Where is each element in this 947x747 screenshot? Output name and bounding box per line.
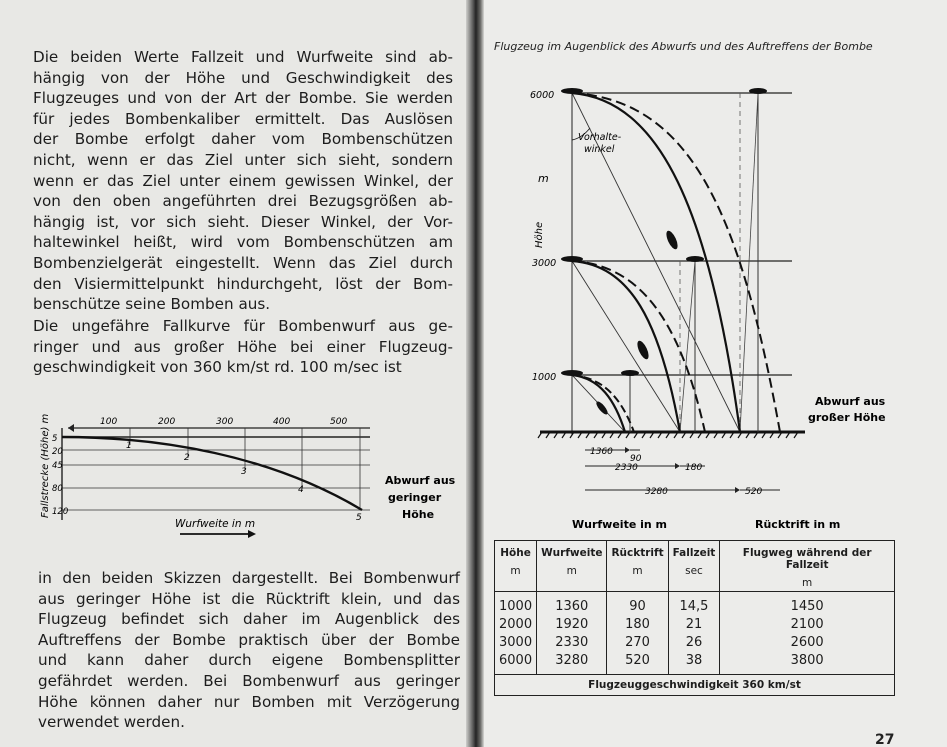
height-label-6000: 6000 — [530, 90, 555, 101]
table-cell: 26 — [668, 634, 720, 652]
left-scale-label: 5 — [52, 434, 58, 444]
caption-line-3: Höhe — [402, 508, 435, 521]
top-scale-label: 200 — [158, 417, 176, 427]
right-page — [480, 0, 947, 747]
para1-line: hängig ist, vor sich sieht. Dieser Winkel, der Vor- — [33, 212, 453, 231]
bomb-trajectory-figure — [530, 60, 910, 530]
para3-line: aus geringer Höhe ist die Rücktrift klein, und das — [38, 589, 460, 608]
para2-line: ringer und aus großer Höhe bei einer Flugzeug- — [33, 337, 453, 356]
table-cell: 21 — [668, 616, 720, 634]
top-scale-labels — [100, 417, 347, 427]
para1-line: wenn er das Ziel unter einem gewissen Winkel, der — [33, 171, 453, 190]
header-wurfweite: Wurfweite m — [537, 541, 607, 592]
para1-line: den Visiermittelpunkt hindurchgeht, löst der Bom- — [33, 274, 453, 293]
table-footer: Flugzeuggeschwindigkeit 360 km/st — [495, 675, 895, 696]
distance-90: 90 — [630, 454, 642, 464]
table-cell: 1920 — [537, 616, 607, 634]
header-ruecktrift: Rücktrift m — [607, 541, 668, 592]
para3-line: verwendet werden. — [38, 713, 185, 732]
table-cell: 180 — [607, 616, 668, 634]
curve-label: 1 — [126, 441, 132, 451]
left-scale-label: 80 — [52, 484, 63, 494]
table-cell: 1450 — [720, 592, 895, 617]
height-label-3000: 3000 — [532, 258, 557, 269]
distance-2330: 2330 — [615, 463, 638, 473]
distance-1360: 1360 — [590, 447, 613, 457]
table-row — [495, 634, 895, 652]
para1-line: haltewinkel heißt, wird vom Bombenschützen am — [33, 233, 453, 252]
para3-line: gefährdet werden. Bei Bombenwurf aus geringer — [38, 671, 460, 690]
book-gutter — [466, 0, 484, 747]
paragraph-fallzeit-wurfweite — [33, 47, 453, 315]
ruecktrift-label: Rücktrift in m — [755, 518, 841, 530]
left-page — [0, 0, 470, 747]
caption-line-1: Abwurf aus — [815, 395, 886, 408]
y-axis-label: Höhe — [534, 221, 545, 248]
table-cell: 2000 — [495, 616, 537, 634]
top-scale-label: 300 — [216, 417, 234, 427]
para3-line: Flugzeug befindet sich daher im Augenblick des — [38, 610, 460, 629]
table-cell: 3800 — [720, 652, 895, 675]
table-row — [495, 652, 895, 675]
caption-line-2: großer Höhe — [808, 411, 886, 424]
left-scale-labels — [52, 434, 68, 517]
caption-line-2: geringer — [388, 491, 442, 504]
angle-label-2: winkel — [584, 144, 615, 155]
table-cell: 2600 — [720, 634, 895, 652]
caption-line-1: Abwurf aus — [385, 474, 456, 487]
table-cell: 3000 — [495, 634, 537, 652]
table-cell: 520 — [607, 652, 668, 675]
para1-line: Bombenzielgerät eingestellt. Wenn das Ziel durch — [33, 253, 453, 272]
para1-line: Die beiden Werte Fallzeit und Wurfweite sind ab- — [33, 48, 453, 66]
header-fallzeit: Fallzeit sec — [668, 541, 720, 592]
para1-line: Flugzeuges und von der Art der Bombe. Sie werden — [33, 89, 453, 108]
table-cell: 2100 — [720, 616, 895, 634]
table-cell: 38 — [668, 652, 720, 675]
angle-label-1: Vorhalte- — [578, 132, 622, 143]
para1-line: von den oben angeführten drei Bezugsgrößen ab- — [33, 192, 453, 211]
table-row — [495, 592, 895, 617]
table-cell: 90 — [607, 592, 668, 617]
table-cell: 14,5 — [668, 592, 720, 617]
para1-line: nicht, wenn er das Ziel unter sich sieht, sondern — [33, 150, 453, 169]
distance-180: 180 — [685, 463, 703, 473]
para3-line: Höhe können daher nur Bomben mit Verzögerung — [38, 692, 460, 711]
left-scale-label: 45 — [52, 461, 63, 471]
paragraph-fallkurve — [33, 316, 453, 378]
para2-line: Die ungefähre Fallkurve für Bombenwurf aus ge- — [33, 317, 453, 335]
para3-line: in den beiden Skizzen dargestellt. Bei Bombenwurf — [38, 569, 460, 587]
para2-line: geschwindigkeit von 360 km/st rd. 100 m/sec ist — [33, 358, 402, 377]
top-scale-label: 400 — [273, 417, 291, 427]
table-cell: 1000 — [495, 592, 537, 617]
para1-line: für jedes Bombenkaliber ermittelt. Das Auslösen — [33, 109, 453, 128]
curve-label: 3 — [241, 467, 247, 477]
para1-line: benschütze seine Bomben aus. — [33, 295, 271, 314]
y-axis-unit: m — [538, 172, 549, 185]
table-cell: 2330 — [537, 634, 607, 652]
left-scale-label: 20 — [52, 447, 63, 457]
height-label-1000: 1000 — [532, 372, 557, 383]
curve-label: 5 — [356, 513, 362, 523]
x-axis-label: Wurfweite in m — [175, 518, 256, 530]
distance-520: 520 — [745, 487, 763, 497]
left-scale-label: 120 — [52, 507, 69, 517]
figure-title: Flugzeug im Augenblick des Abwurfs und des Auftreffens der Bombe — [494, 40, 873, 53]
para3-line: und kann daher durch eigene Bombensplitter — [38, 651, 460, 670]
curve-point-labels — [126, 441, 362, 523]
drop-data-table — [494, 540, 895, 696]
table-cell: 1360 — [537, 592, 607, 617]
para1-line: der Bombe erfolgt daher vom Bombenschützen — [33, 130, 453, 149]
header-hoehe: Höhe m — [495, 541, 537, 592]
top-scale-label: 100 — [100, 417, 118, 427]
para3-line: Auftreffens der Bombe praktisch über der Bombe — [38, 630, 460, 649]
page-number: 27 — [875, 732, 895, 747]
table-cell: 3280 — [537, 652, 607, 675]
wurfweite-label: Wurfweite in m — [572, 518, 668, 530]
table-row — [495, 616, 895, 634]
top-scale-label: 500 — [330, 417, 348, 427]
paragraph-ruecktrift — [38, 568, 460, 733]
y-axis-label: Fallstrecke (Höhe) m — [40, 413, 51, 518]
table-cell: 270 — [607, 634, 668, 652]
table-cell: 6000 — [495, 652, 537, 675]
header-flugweg: Flugweg während der Fallzeit m — [720, 541, 895, 592]
curve-label: 4 — [298, 485, 304, 495]
small-fall-curve-figure — [40, 410, 460, 550]
para1-line: hängig von der Höhe und Geschwindigkeit des — [33, 68, 453, 87]
distance-3280: 3280 — [645, 487, 668, 497]
curve-label: 2 — [184, 453, 190, 463]
